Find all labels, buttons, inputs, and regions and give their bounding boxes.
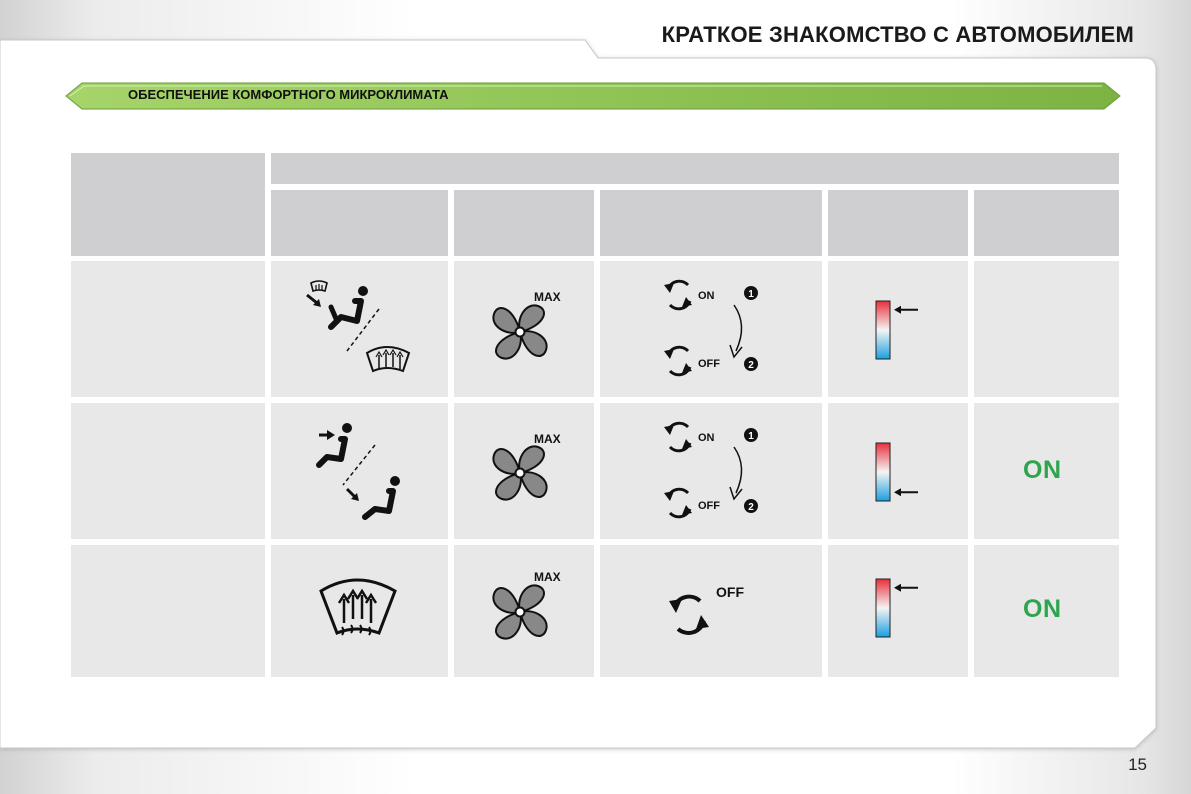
step-1-label: 1 [748,431,754,442]
row-2-airflow [271,403,448,539]
recirculation-off-icon [600,545,822,677]
step-2-label: 2 [748,502,754,513]
section-title: ОБЕСПЕЧЕНИЕ КОМФОРТНОГО МИКРОКЛИМАТА [128,87,449,102]
fan-max-label: MAX [534,290,561,304]
row-1-airflow [271,261,448,397]
temperature-pointer [894,306,918,314]
fan-max-icon [454,403,594,539]
recirculation-on-label: ON [698,432,715,444]
row-3-temperature [828,545,968,677]
column-header-airflow [271,190,448,256]
ac-status: ON [1023,456,1062,484]
row-3-fan [454,545,594,677]
row-2-fan [454,403,594,539]
row-3-label [71,545,265,677]
fan-max-label: MAX [534,432,561,446]
column-header-temperature [828,190,968,256]
column-header-fan [454,190,594,256]
row-1-ac [974,261,1119,397]
row-3-recirculation [600,545,822,677]
temperature-pointer [894,584,918,592]
recirculation-off-label: OFF [716,584,744,600]
recirculation-off-label: OFF [698,358,720,370]
row-2-label [71,403,265,539]
temperature-pointer [894,488,918,496]
recirculation-on-off-icon [600,261,822,397]
recirculation-off-label: OFF [698,500,720,512]
row-2-recirculation [600,403,822,539]
row-1-label [71,261,265,397]
recirculation-on-label: ON [698,290,715,302]
page-title: КРАТКОЕ ЗНАКОМСТВО С АВТОМОБИЛЕМ [661,22,1134,47]
temperature-cold-icon [828,403,968,539]
column-header-ac [974,190,1119,256]
fan-max-icon [454,545,594,677]
airflow-windscreen-feet-icon [271,261,448,397]
row-2-temperature [828,403,968,539]
row-1-temperature [828,261,968,397]
recirculation-on-off-icon [600,403,822,539]
fan-max-label: MAX [534,570,561,584]
ac-status: ON [1023,595,1062,623]
temperature-hot-icon [828,261,968,397]
row-1-recirculation [600,261,822,397]
airflow-face-feet-icon [271,403,448,539]
row-3-airflow [271,545,448,677]
column-header-recirculation [600,190,822,256]
temperature-hot-icon [828,545,968,677]
windscreen-demist-icon [271,545,448,677]
page-number: 15 [1128,755,1147,774]
row-1-fan [454,261,594,397]
fan-max-icon [454,261,594,397]
header-group [271,153,1119,184]
row-2-ac [974,403,1119,539]
row-label-header [71,153,265,256]
step-1-label: 1 [748,289,754,300]
row-3-ac [974,545,1119,677]
step-2-label: 2 [748,360,754,371]
